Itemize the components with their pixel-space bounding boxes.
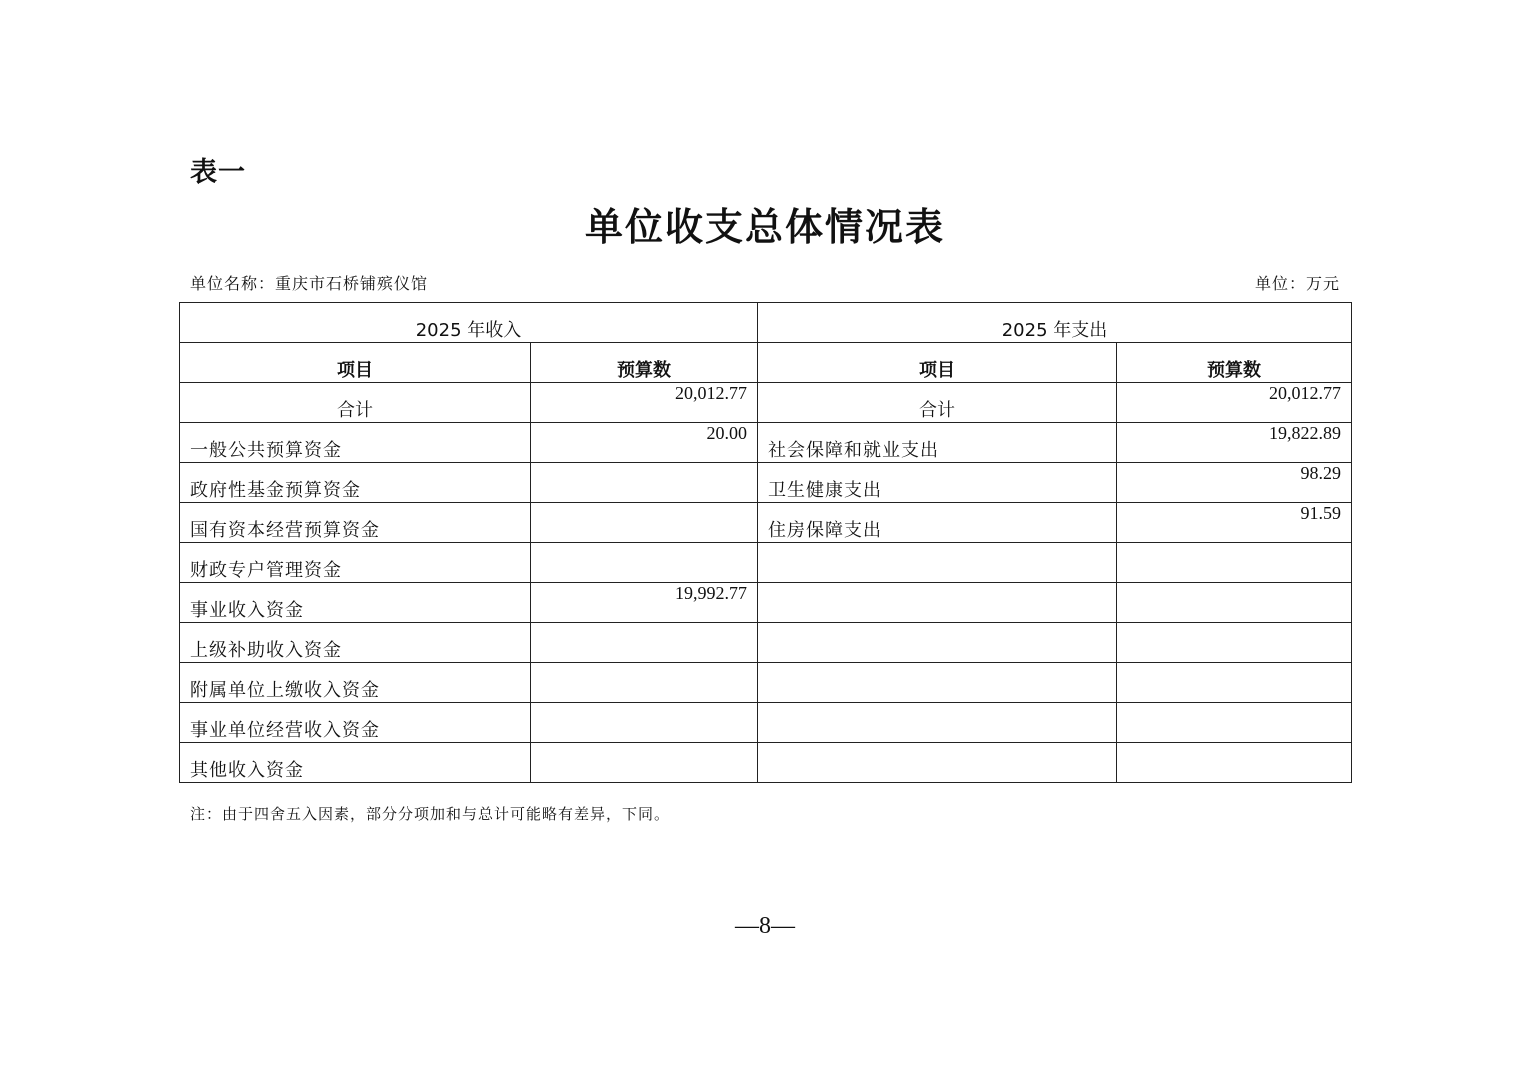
table-row: [180, 583, 1352, 623]
expense-group-header: 2025 年支出: [758, 303, 1352, 343]
income-item-cell: 政府性基金预算资金: [180, 463, 531, 503]
expense-amount-cell: [1117, 623, 1352, 663]
income-amount-cell: [531, 463, 758, 503]
document-title: 单位收支总体情况表: [584, 204, 945, 249]
unit-name: 单位名称：重庆市石桥铺殡仪馆: [190, 274, 429, 293]
expense-total-amount: 20,012.77: [1117, 383, 1352, 423]
income-item-cell: 一般公共预算资金: [180, 423, 531, 463]
expense-total-label: 合计: [758, 383, 1117, 423]
income-total-amount: 20,012.77: [531, 383, 758, 423]
income-item-header: 项目: [180, 343, 531, 383]
income-amount-cell: [531, 623, 758, 663]
income-item-cell: 附属单位上缴收入资金: [180, 663, 531, 703]
income-amount-cell: [531, 503, 758, 543]
income-amount-cell: [531, 703, 758, 743]
table-row: [180, 423, 1352, 463]
table-label: 表一: [190, 157, 246, 188]
footnote: 注：由于四舍五入因素，部分分项加和与总计可能略有差异，下同。: [190, 805, 671, 823]
income-item-cell: 其他收入资金: [180, 743, 531, 783]
group-header-row: [180, 303, 1352, 343]
page-number: —8—: [735, 913, 795, 939]
income-amount-header: 预算数: [531, 343, 758, 383]
income-amount-cell: 19,992.77: [531, 583, 758, 623]
income-amount-cell: [531, 743, 758, 783]
expense-item-cell: [758, 623, 1117, 663]
expense-item-cell: [758, 583, 1117, 623]
expense-amount-cell: 19,822.89: [1117, 423, 1352, 463]
expense-item-cell: 社会保障和就业支出: [758, 423, 1117, 463]
expense-amount-cell: [1117, 543, 1352, 583]
expense-item-cell: [758, 703, 1117, 743]
expense-item-cell: 卫生健康支出: [758, 463, 1117, 503]
income-amount-cell: 20.00: [531, 423, 758, 463]
expense-amount-header: 预算数: [1117, 343, 1352, 383]
income-amount-cell: [531, 663, 758, 703]
income-group-header: 2025 年收入: [180, 303, 758, 343]
column-header-row: [180, 343, 1352, 383]
income-total-label: 合计: [180, 383, 531, 423]
table-row: [180, 503, 1352, 543]
budget-table-body: [180, 303, 1352, 783]
expense-item-header: 项目: [758, 343, 1117, 383]
expense-item-cell: [758, 743, 1117, 783]
expense-amount-cell: 98.29: [1117, 463, 1352, 503]
table-row: [180, 743, 1352, 783]
income-item-cell: 国有资本经营预算资金: [180, 503, 531, 543]
expense-item-cell: 住房保障支出: [758, 503, 1117, 543]
expense-amount-cell: [1117, 703, 1352, 743]
expense-item-cell: [758, 543, 1117, 583]
table-row: [180, 463, 1352, 503]
expense-amount-cell: [1117, 583, 1352, 623]
expense-amount-cell: [1117, 663, 1352, 703]
table-row: [180, 703, 1352, 743]
expense-item-cell: [758, 663, 1117, 703]
total-row: [180, 383, 1352, 423]
income-item-cell: 财政专户管理资金: [180, 543, 531, 583]
income-item-cell: 上级补助收入资金: [180, 623, 531, 663]
income-amount-cell: [531, 543, 758, 583]
table-row: [180, 623, 1352, 663]
table-row: [180, 543, 1352, 583]
table-row: [180, 663, 1352, 703]
expense-amount-cell: [1117, 743, 1352, 783]
expense-amount-cell: 91.59: [1117, 503, 1352, 543]
budget-table: [179, 302, 1352, 783]
currency-unit: 单位：万元: [1254, 274, 1340, 293]
income-item-cell: 事业收入资金: [180, 583, 531, 623]
income-item-cell: 事业单位经营收入资金: [180, 703, 531, 743]
